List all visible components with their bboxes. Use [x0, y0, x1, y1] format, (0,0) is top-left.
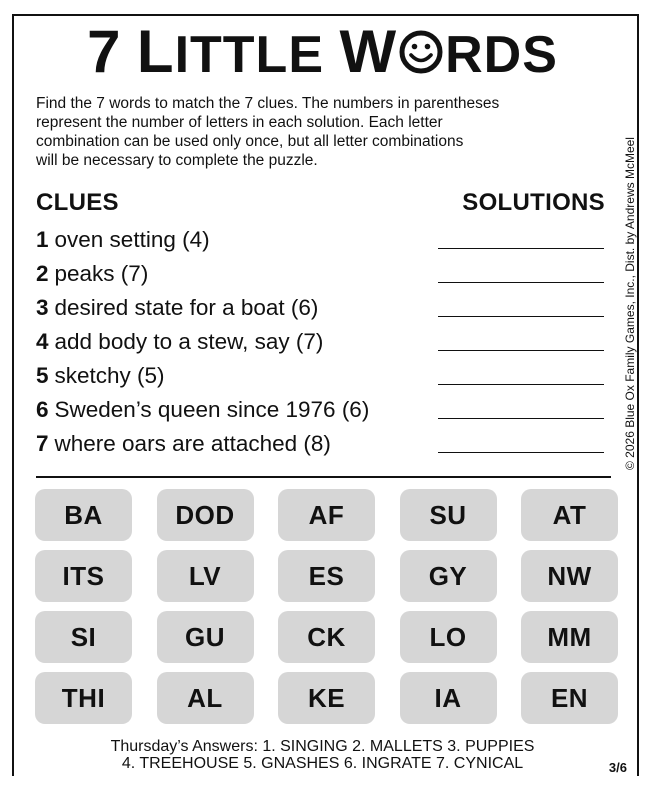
clue-text: sketchy (5): [54, 363, 165, 388]
letter-tile-grid: [35, 489, 621, 724]
letter-tile[interactable]: LV: [157, 550, 254, 602]
clue-text: oven setting (4): [54, 227, 210, 252]
clue-number: 3: [36, 295, 49, 320]
clue-row: [36, 327, 616, 361]
letter-tile[interactable]: AF: [278, 489, 375, 541]
page-indicator: 3/6: [608, 760, 627, 775]
letter-tile[interactable]: SI: [35, 611, 132, 663]
letter-tile[interactable]: AL: [157, 672, 254, 724]
clue-number: 7: [36, 431, 49, 456]
title-w: W: [339, 18, 398, 85]
clue-number: 6: [36, 397, 49, 422]
instructions-line: combination can be used only once, but all letter combinations: [36, 133, 464, 150]
title-rds: RDS: [445, 26, 558, 84]
solution-blank[interactable]: [438, 248, 604, 249]
solution-blank[interactable]: [438, 282, 604, 283]
solution-blank[interactable]: [438, 452, 604, 453]
clue-list: [36, 225, 616, 463]
letter-tile[interactable]: EN: [521, 672, 618, 724]
letter-tile[interactable]: ITS: [35, 550, 132, 602]
clue-text: peaks (7): [54, 261, 149, 286]
clue-text: add body to a stew, say (7): [54, 329, 324, 354]
title-number: 7: [87, 18, 122, 85]
letter-tile[interactable]: BA: [35, 489, 132, 541]
answers-line: 4. TREEHOUSE 5. GNASHES 6. INGRATE 7. CYNICAL: [121, 755, 524, 772]
solution-blank[interactable]: [438, 350, 604, 351]
title-l: L: [136, 18, 175, 85]
instructions: [36, 94, 626, 170]
puzzle-title: [0, 18, 645, 85]
solutions-header: SOLUTIONS: [462, 189, 605, 216]
clue-number: 4: [36, 329, 49, 354]
clue-number: 1: [36, 227, 49, 252]
section-divider: [36, 476, 611, 478]
previous-answers: [0, 738, 645, 772]
clues-header: CLUES: [36, 189, 119, 216]
copyright-credit: © 2026 Blue Ox Family Games, Inc., Dist. by Andrews McMeel: [623, 137, 637, 470]
clue-row: [36, 361, 616, 395]
clue-text: desired state for a boat (6): [54, 295, 319, 320]
letter-tile[interactable]: THI: [35, 672, 132, 724]
clue-text: Sweden’s queen since 1976 (6): [54, 397, 370, 422]
letter-tile[interactable]: MM: [521, 611, 618, 663]
clue-row: [36, 293, 616, 327]
letter-tile[interactable]: IA: [400, 672, 497, 724]
letter-tile[interactable]: LO: [400, 611, 497, 663]
letter-tile[interactable]: SU: [400, 489, 497, 541]
title-ittle: ITTLE: [174, 26, 324, 84]
instructions-line: will be necessary to complete the puzzle.: [36, 152, 318, 169]
solution-blank[interactable]: [438, 384, 604, 385]
letter-tile[interactable]: GU: [157, 611, 254, 663]
clue-number: 2: [36, 261, 49, 286]
letter-tile[interactable]: ES: [278, 550, 375, 602]
clue-text: where oars are attached (8): [54, 431, 331, 456]
clue-number: 5: [36, 363, 49, 388]
clue-row: [36, 225, 616, 259]
solution-blank[interactable]: [438, 418, 604, 419]
solution-blank[interactable]: [438, 316, 604, 317]
letter-tile[interactable]: CK: [278, 611, 375, 663]
letter-tile[interactable]: AT: [521, 489, 618, 541]
instructions-line: represent the number of letters in each solution. Each letter: [36, 114, 443, 131]
clue-row: [36, 429, 616, 463]
letter-tile[interactable]: NW: [521, 550, 618, 602]
clue-row: [36, 395, 616, 429]
answers-line: Thursday’s Answers: 1. SINGING 2. MALLETS 3. PUPPIES: [110, 738, 535, 755]
letter-tile[interactable]: GY: [400, 550, 497, 602]
letter-tile[interactable]: DOD: [157, 489, 254, 541]
instructions-line: Find the 7 words to match the 7 clues. The numbers in parentheses: [36, 95, 500, 112]
letter-tile[interactable]: KE: [278, 672, 375, 724]
smiley-face-icon: [398, 29, 444, 75]
clue-row: [36, 259, 616, 293]
